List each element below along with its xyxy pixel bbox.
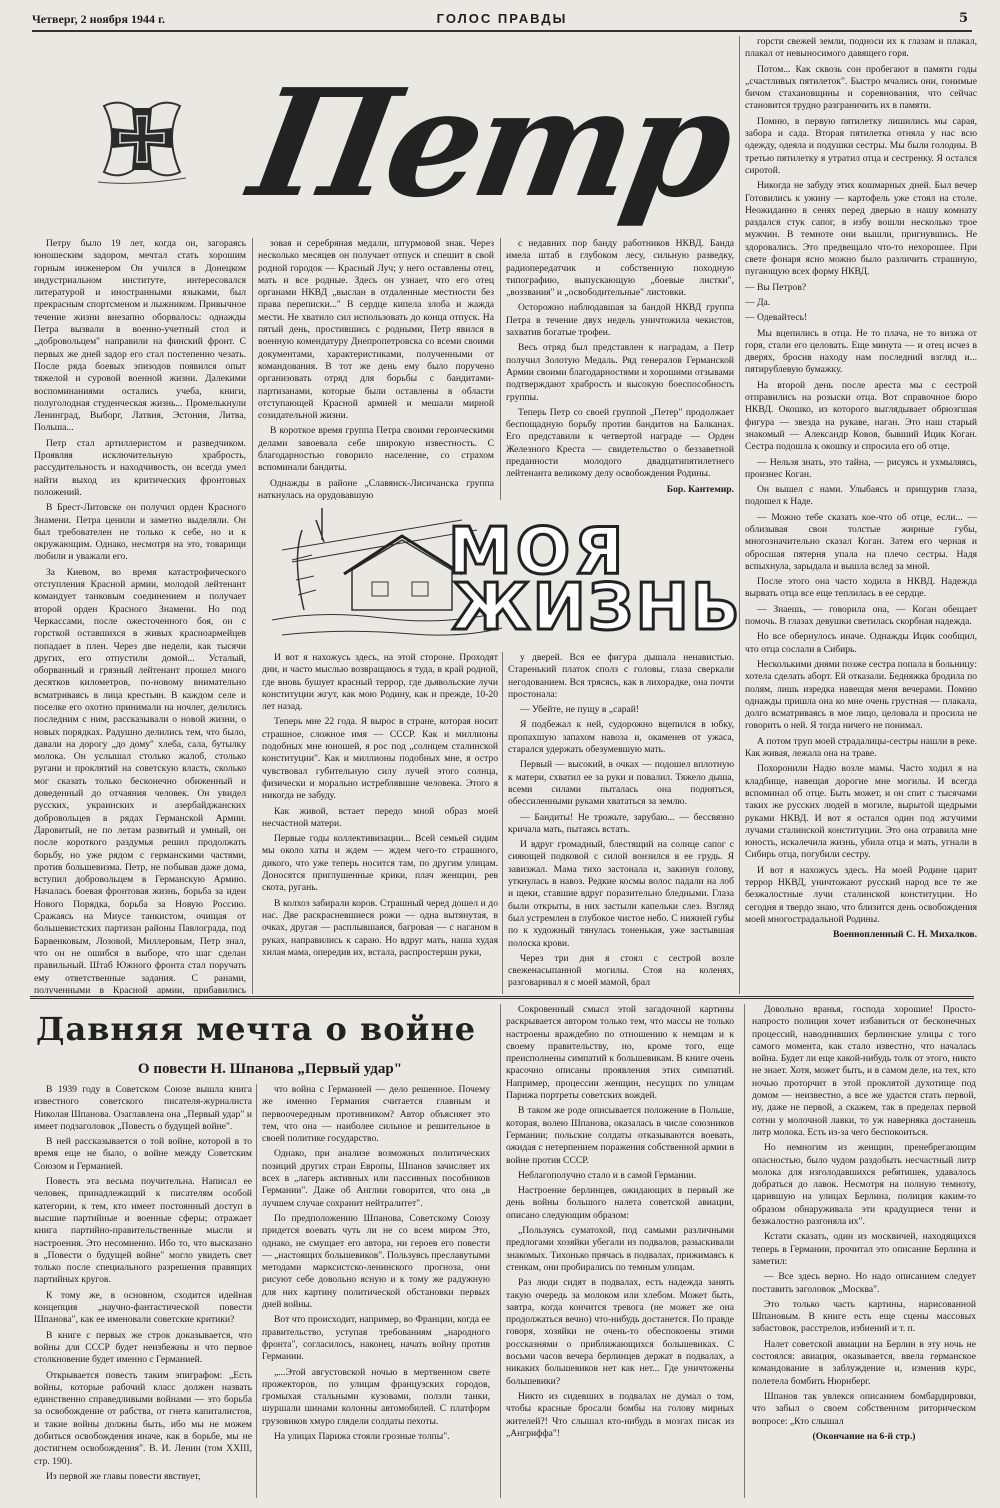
continuation-note: (Окончание на 6-й стр.) [812,1430,916,1442]
paragraph: Через три дня я стоял с сестрой возле свеженасыпанной могилы. Стоя на коленях, разговаривал я с моей мамой, брал [508,952,734,989]
paragraph: Первый — высокий, в очках — подошел вплотную к матери, схватил ее за руки и повалил. Тяжело дыша, всеми силами пыталась она подняться, обессиленными руками хвататься за землю. [508,759,734,808]
article-title-davnyaya-mechta: Давняя мечта о войне [36,1010,477,1048]
article-petr-column-2 [258,238,494,500]
paragraph: Петр стал артиллеристом и разведчиком. Проявляя исключительную храбрость, рассудительность и находчивость, он всегда умел найти выход из критических фронтовых положений. [34,437,246,498]
column-divider [502,652,503,994]
paragraph: Осторожно наблюдавшая за бандой НКВД группа Петра в течение двух недель уничтожила чекистов, захватив богатые трофеи. [506,302,734,339]
paragraph: Шпанов так увлекся описанием бомбардировки, что забыл о своем собственном риторическом вопросе: „Кто слышал [752,1390,976,1427]
issue-date: Четверг, 2 ноября 1944 г. [32,12,166,26]
paragraph: — Знаешь, — говорила она, — Коган обещает помочь. В глазах девушки светилась скорбная надежда. [745,603,977,628]
paragraph: Несколькими днями позже сестра попала в больницу: хотела сделать аборт. Ей отказали. Бедняжка бродила по полям, лишь изредка навещая меня вечерами. Помню однажды пришла она ко мне очень грустная — плакала, долго всматриваясь в мое лицо, целовала и просила не говорить о ней. Я тогда ничего не понимал. [745,658,977,732]
paragraph: Кстати сказать, один из москвичей, находящихся теперь в Германии, прочитал это описание Берлина и заметил: [752,1231,976,1267]
paragraph: у дверей. Вся ее фигура дышала ненавистью. Старенький платок сполз с головы, глаза сверкали негодованием. Вся трясясь, как в лихорадке, она почти простонала: [508,652,734,700]
paragraph: На улицах Парижа стояли грозные толпы". [274,1431,450,1443]
paragraph: На второй день после ареста мы с сестрой отправились на розыски отца. Вот справочное бюро НКВД. Окошко, из которого выглядывает обрюзгшая фигура — звезда на рукаве, наган. Это наш старый знакомый — Александр Ковов, бывший Ицик Коган. Сестра подошла к окошку и спросила его об отце. [745,379,977,453]
paragraph: И вот я нахожусь здесь. На моей Родине царит террор НКВД, уничтожают русский народ все те же безжалостные лучи сталинской конституции. Но сегодня я твердо знаю, что близится день освобождения моей многострадальной Родины. [745,864,977,925]
paragraph: В Брест-Литовске он получил орден Красного Знамени. Петра ценили и заметно выделяли. Он был требователен не только к себе, но и к окружающим. Однако, несмотря на это, товарищи любили и уважали его. [34,502,246,563]
paragraph: Но все обернулось иначе. Однажды Ицик сообщил, что отца сослали в Сибирь. [745,631,977,655]
author-signature: Военнопленный С. Н. Михалков. [833,929,977,941]
paragraph: Петру было 19 лет, когда он, загораясь юношеским задором, мечтал стать хорошим горным инженером Он учился в Донецком индустриальном институте, интересовался литературой и иностранными языками, был прекрасным спортсменом и лыжником. Привычное течение жизни внезапно оборвалось: однажды Петра вызвали в военно-учетный стол и „добровольцем" направили на финский фронт. С первых же дней задор его стал постепенно чезать. После ряда боевых эпизодов появился опыт тяжелой и суровой военной жизни. Далекими воспоминаниями остались учеба, книги, полуголодная студенческая жизнь... Промелькнули Ленинград, Выборг, Латвия, Эстония, Литва, Польша... [34,238,246,434]
paragraph: с недавних пор банду работников НКВД. Банда имела штаб в глубоком лесу, сильную разведку, радиопередатчик и собственную походную типографию, выпускающую „боевые листки", „воззвания" и „освободительные" листовки. [506,238,734,299]
paragraph: зовая и серебряная медали, штурмовой знак. Через несколько месяцев он получает отпуск и спешит в свой родной городок — Красный Луч; у него оставлены отец, мать и все родные. Здесь он узнает, что его отец органами НКВД „выслан в отдаленные местности без права переписки..." В сердце кипела злоба и жажда мести. Не хватило сил использовать до конца отпуск. На пятый день, простившись с родными, Петр явился в военную комендатуру Днепропетровска со всеми своими документами, характеристиками, полученными от командования. В тот же день ему было поручено организовать отряд для борьбы с бандитами-партизанами, которые были оставлены в области отступающей Красной армией и мешали мирной созидательной жизни. [258,238,494,422]
article-petr-column-1 [34,238,246,994]
paragraph: что война с Германией — дело решенное. Почему же именно Германия считается главным и первоочередным противником? Автор объясняет это тем, что она — наиболее сильное и решительное в своей политике государство. [262,1084,490,1145]
paragraph: В книге с первых же строк доказывается, что войны для СССР будет неизбежны и что первое столкновение будет именно с Германией. [34,1329,252,1366]
paragraph: — Вы Петров? [745,281,807,293]
paragraph: „...Этой августовской ночью в мертвенном свете прожекторов, по улицам французских городов, громыхая стальными кузовами, ползли танки, шуршали шинами колонны автомобилей. С платформ грузовиков хмуро глядели солдаты пехоты. [262,1366,490,1427]
column-divider [500,238,501,500]
article-davnyaya-column-2 [262,1084,490,1498]
paragraph: К тому же, в основном, сходится идейная концепция „научно-фантастической повести Шпанова", как ее именовали советские критики? [34,1289,252,1326]
column-divider [252,238,253,994]
paragraph: Из первой же главы повести явствует, [46,1470,201,1482]
article-moya-zhizn-column-b [508,652,734,994]
newspaper-name: ГОЛОС ПРАВДЫ [436,11,568,26]
column-divider [739,36,740,994]
article-petr-column-3 [506,238,734,500]
paragraph: Первые годы коллективизации... Всей семьей сидим мы около хаты и ждем — ждем чего-то страшного, дикого, что уже теперь носится там, по другим улицам. Доносятся приглушенные крики, плач женщин, рев скота, ругань. [262,833,498,894]
paragraph: За Киевом, во время катастрофического отступления Красной армии, молодой лейтенант командует танковым соединением и получает второй орден Красного Знамени. Но под Черкассами, после ожесточенного боя, он с горсткой оставшихся в живых красноармейцев попадает в плен. Через две недели, как тысячи других, его отпустили домой... Усталый, оборванный и грязный лейтенант прошел много десятков километров, по-новому внимательно всматриваясь в лица крестьян. В каждом селе и поселке его охотно принимали на ночлег, делились последним с ним, рассказывали о новой жизни, о новых порядках. Радушно делились тем, что было, давали на дорогу „до дому" хлеба, сала, бутылку молока. Он услышал столько жалоб, столько ругани и проклятий на советскую власть, сколько мог сказать только бесконечно обиженный и доведенный до отчаяния человек. Он увидел русских, украинских и азербайджанских добровольцев в рядах Германской Армии. Даровитый, не по летам развитый и умный, он после короткого раздумья решил продолжать борьбу, но уже рядом с германскими частями, против большевизма. Петр, не побывав даже дома, вступил добровольцем в Германскую Армию. Началась боевая фронтовая жизнь, борьба за идеи Нового Порядка, борьба за Новую Россию. Сражаясь на Миусе танкистом, очищая от большевистских партизан районы Павлограда, под Барвенковым, Лозовой, Миллеровым, Петр знал, что он не ошибся в выборе, что шаг сделан правильный. Штаб Южного фронта стал поручать ему ответственные задания. С ранами, полученными в Красной армии, прибавились [34,566,246,994]
paragraph: Повесть эта весьма поучительна. Написал ее человек, принадлежащий к писателям особой категории, к тем, кто имеет постоянный доступ в высшие партийные и военные сферы; отражает книга партийно-правительственные мысли и настроения. Это несомненно. Ибо то, что высказано в „Повести о будущей войне" могло увидеть свет только после специального разрешения правящих партийных кругов. [34,1176,252,1286]
article-moya-zhizn-column-right [745,36,977,994]
paragraph: — Все здесь верно. Но надо описанием следует поставить заголовок „Москва". [752,1271,976,1295]
paragraph: Однако, при анализе возможных политических позиций других стран Европы, Шпанов зачисляет их всех в „лагерь активных или пассивных пособников Германии". Даже об Англии говорится, что она „в лучшем случае сохранит нейтралитет". [262,1148,490,1209]
paragraph: Но немногим из женщин, пренебрегающим опасностью, было чудом раздобыть несчастный литр молока для изголодавшихся ребятишек, удавалось добраться до лавок. Несмотря на полную темноту, царившую на улицах Берлина, полиция каким-то образом обнаруживала эти крадущиеся тени и безжалостно разгоняла их". [752,1142,976,1228]
paragraph: После этого она часто ходила в НКВД. Надежда вырвать отца все еще теплилась в ее сердце. [745,576,977,600]
paragraph: Никогда не забуду этих кошмарных дней. Был вечер Готовились к ужину — картофель уже стоял на столе. Неожиданно в сенях перед дверью в нашу комнату раздался стук сапог, в избу вошли несколько трое мужчин. В темноте они вышли, пригнувшись. Не здоровались. Это предвещало что-то нехорошее. При свете фонаря ясно можно было различить страшную, пугающую всех форму НКВД. [745,180,977,278]
article-davnyaya-column-1 [34,1084,252,1498]
paragraph: Довольно вранья, господа хорошие! Просто-напросто полиция хочет избавиться от бесконечных процессий, наводнивших берлинские улицы с того самого момента, как стало известно, что началась война. Будет ли еще какой-нибудь толк от этого, никто не знает. Хотя, может быть, и в самом деле, на тех, кто ночью проторчит в этой проклятой духотище под домом — неизвестно, а все же удастся стать первой, ну, даже не первой, а скажем, так в пределах первой сотни у молочной лавки, то уж наверняка достанешь литр молока. Есть из-за чего беспокоиться. [752,1004,976,1138]
paragraph: И вдруг громадный, блестящий на солнце сапог с сияющей подковой с силой вонзился в ее грудь. Я завизжал. Мама тихо застонала и, закинув голову, уткнулась в навоз. Редкие космы волос падали на лоб и щеки, ставшие вдруг поразительно бледными. Глаза были открыты, в них застыли капельки слез. Взгляд был устремлен в глубокое чистое небо. С нижней губы по к художный тянулась тоненькая, уже застывшая полоска крови. [508,839,734,949]
paragraph: Похоронили Надю возле мамы. Часто ходил я на кладбище, навещая дорогие мне могилы. И всегда вспоминал об отце. Быть может, и он спит с тысячами таких же русских людей в могиле, вырытой щедрыми руками НКВД. И вот я остался один под жгучими лучами сталинской конституции. Это она отравила мне юность, искалечила жизнь, убила отца и мать, угнали в Сибирь отца, погубили сестру. [745,763,977,861]
column-divider [500,1004,501,1498]
paragraph: В короткое время группа Петра своими героическими делами завоевала себе широкую известность. С благодарностью говорило население, со страхом вспоминали бандиты. [258,425,494,474]
paragraph: По предположению Шпанова, Советскому Союзу придется воевать чуть ли не со всем миром Это, однако, не смущает его автора, ни героев его повести — „настоящих большевиков". Пользуясь преславутыми методами марксистско-ленинского прогноза, они рисуют себе довольно ясную и к тому же радужную для них картину политической обстановки первых дней войны. [262,1212,490,1311]
article-subtitle: О повести Н. Шпанова „Первый удар" [137,1061,403,1077]
article-moya-zhizn-column-a [262,652,498,994]
article-title-moya-zhizn: МОЯ ЖИЗНЬ [448,515,742,645]
column-divider [744,1004,745,1498]
paragraph: Как живой, встает передо мной образ моей несчастной матери. [262,805,498,829]
paragraph: Налет советской авиации на Берлин в эту ночь не состоялся: авиация, оказывается, ввела германское командование в заблуждение и, изменив курс, полетела бомбить Нюрнберг. [752,1338,976,1387]
paragraph: Помню, в первую пятилетку лишились мы сарая, забора и сада. Вторая пятилетка отняла у нас всю одежду, одеяла и подушки сестры. Мы были голодны. В третью пятилетку я утратил отца и сестренку. Я остался сиротой. [745,115,977,176]
paragraph: Он вышел с нами. Улыбаясь и прищурив глаза, подошел к Наде. [745,484,977,508]
paragraph: В колхоз забирали коров. Страшный черед дошел и до нас. Две раскрасневшиеся рожи — одна вытянутая, в очках, другая — расплывшаяся, багровая — с наганом в руках, направились к сараю. Но вдруг мать, наша худая хилая мама, опередив их, встала, распростерши руки, [262,897,498,958]
paragraph: В ней рассказывается о той войне, которой в то время еще не было, о войне между Советским Союзом и Германией. [34,1136,252,1172]
article-title-petr: Петр [239,56,741,230]
iron-cross-emblem-icon [94,86,190,192]
section-divider [30,996,974,999]
paragraph: Теперь мне 22 года. Я вырос в стране, которая носит страшное, сложное имя — СССР. Как и миллионы подобных мне юношей, я рос под „солнцем сталинской конституции". Как и миллионы подобных мне, я остро чувствовал губительную силу лучей этого солнца, физически и морально истреблявшие человека. Этого я никогда не забуду. [262,716,498,802]
paragraph: Теперь Петр со своей группой „Петер" продолжает беспощадную борьбу против бандитов на Балканах. Его представили к четвертой награде — Орден Железного Креста — свидетельство о беззаветной преданности молодого двадцатипятилетнего лейтенанта великому делу освобождения Родины. [506,406,734,480]
paragraph: — Бандиты! Не трожьте, зарубаю... — бессвязно кричала мать, пытаясь встать. [508,811,734,835]
page-number: 5 [958,11,968,26]
paragraph: А потом труп моей страдалицы-сестры нашли в реке. Как живая, лежала она на траве. [745,735,977,760]
paragraph: горсти свежей земли, подноси их к глазам и плакал, плакал от невыносимого давящего горя. [745,36,977,60]
paragraph: Сокровенный смысл этой загадочной картины раскрывается автором только тем, что массы не только настроены враждебно по отношению к немцам и к своему правительству, но, кроме того, еще преисполнены симпатий к большевикам. В книге очень красочно описаны проявления этих симпатий. Например, процессии женщин, несущих по улицам Парижа портреты советских вождей. [506,1004,734,1102]
paragraph: — Убейте, не пущу в „сарай! [520,704,640,716]
article-davnyaya-column-3 [506,1004,734,1498]
paragraph: — Можно тебе сказать кое-что об отце, если... — облизывая свои толстые жирные губы, многозначительно сказал Коган. Затем его черная и обросшая пятерня упала на плечо сестры. Надя вспыхнула, зарыдала и вышла вслед за мной. [745,511,977,572]
column-divider [256,1084,257,1498]
paragraph: Потом... Как сквозь сон пробегают в памяти годы „счастливых пятилеток". Быстро мчались они, гонимые бичом стахановщины и соревнования, что сейчас становится трудно разграничить их в памяти. [745,63,977,112]
paragraph: Вот что происходит, например, во Франции, когда ее правительство, уступая требованиям „народного фронта", согласилось, наконец, начать войну против Германии. [262,1314,490,1363]
paragraph: — Да. [745,296,771,308]
article-davnyaya-column-4 [752,1004,976,1498]
page-header [32,8,972,32]
author-signature: Бор. Кантемир. [666,483,734,495]
paragraph: Раз люди сидят в подвалах, есть надежда занять такую очередь за молоком или хлебом. Может быть, завтра, когда кончится тревога (не может же она продолжаться вечно) что-нибудь достанется. По правде говоря, хозяйки не очень-то обеспокоены этими россказнями о приближающихся большевиках. С восьми часов вечера берлинцев держат в подвалах, а никаких большевиков нет как нет... Где уничтожены большевики? [506,1277,734,1387]
paragraph: В таком же роде описывается положение в Польше, которая, волею Шпанова, оказалась в числе союзников Германии; польские солдаты отказываются воевать, ожидая с нетерпением поражения собственной армии в войне против СССР. [506,1105,734,1166]
paragraph: Настроение берлинцев, ожидающих в первый же день войны большого налета советской авиации, описано следующим образом: [506,1185,734,1221]
paragraph: И вот я нахожусь здесь, на этой стороне. Проходят дни, и часто мыслью возвращаюсь я туда, в край родной, где вновь бушует красный террор, где дьявольские лучи конституции жгут, как мою Родину, как и прежде, 10-20 лет назад. [262,652,498,713]
paragraph: Однажды в районе „Славянск-Лисичанска группа наткнулась на орудовавшую [258,477,494,500]
paragraph: Неблагополучно стало и в самой Германии. [518,1169,697,1181]
paragraph: Я подбежал к ней, судорожно вцепился в юбку, пропахшую запахом навоза и, окаменев от ужаса, старался удержать обезумевшую мать. [508,719,734,756]
paragraph: Это только часть картины, нарисованной Шпановым. В книге есть еще сцены массовых забастовок, расстрелов, избиений и т. п. [752,1298,976,1335]
paragraph: „Пользуясь суматохой, под самыми различными предлогами хозяйки убегали из подвалов, разыскивали знакомых. Тихонько прячась в подвалах, прижимаясь к стенкам, они пробирались по темным улицам. [506,1225,734,1273]
paragraph: — Одевайтесь! [745,312,808,324]
paragraph: Никто из сидевших в подвалах не думал о том, чтобы красные бросали бомбы на голову мирных жителей?! Что слышал кто-нибудь в мозгах писак из „Ангриффа"! [506,1390,734,1439]
paragraph: В 1939 году в Советском Союзе вышла книга известного советского писателя-журналиста Николая Шпанова. Озаглавлена она „Первый удар" и имеет подзаголовок „Повесть о будущей войне". [34,1084,252,1132]
paragraph: — Нельзя знать, это тайна, — рисуясь и ухмыляясь, произнес Коган. [745,456,977,480]
paragraph: Мы вцепились в отца. Не то плача, не то визжа от горя, стали его целовать. Еще минута — и отец исчез в дверях, бросив находу нам последний взгляд и... пятирублевую бумажку. [745,327,977,376]
paragraph: Весь отряд был представлен к наградам, а Петр получил Золотую Медаль. Ряд генералов Германской Армии своими благодарностями и хорошими отзывами подтверждают храбрость и высокую боеспособность группы. [506,342,734,403]
paragraph: Открывается повесть таким эпиграфом: „Есть войны, которые рабочий класс должен назвать единственно справедливыми войнами — это борьба за освобождение от рабства, от гнета капиталистов, и такие войны должны быть, ибо мы не можем добиться освобождения иначе, как в борьбе, мы не достигнем освобождения". В. И. Ленин (том XXIII, стр. 190). [34,1369,252,1467]
